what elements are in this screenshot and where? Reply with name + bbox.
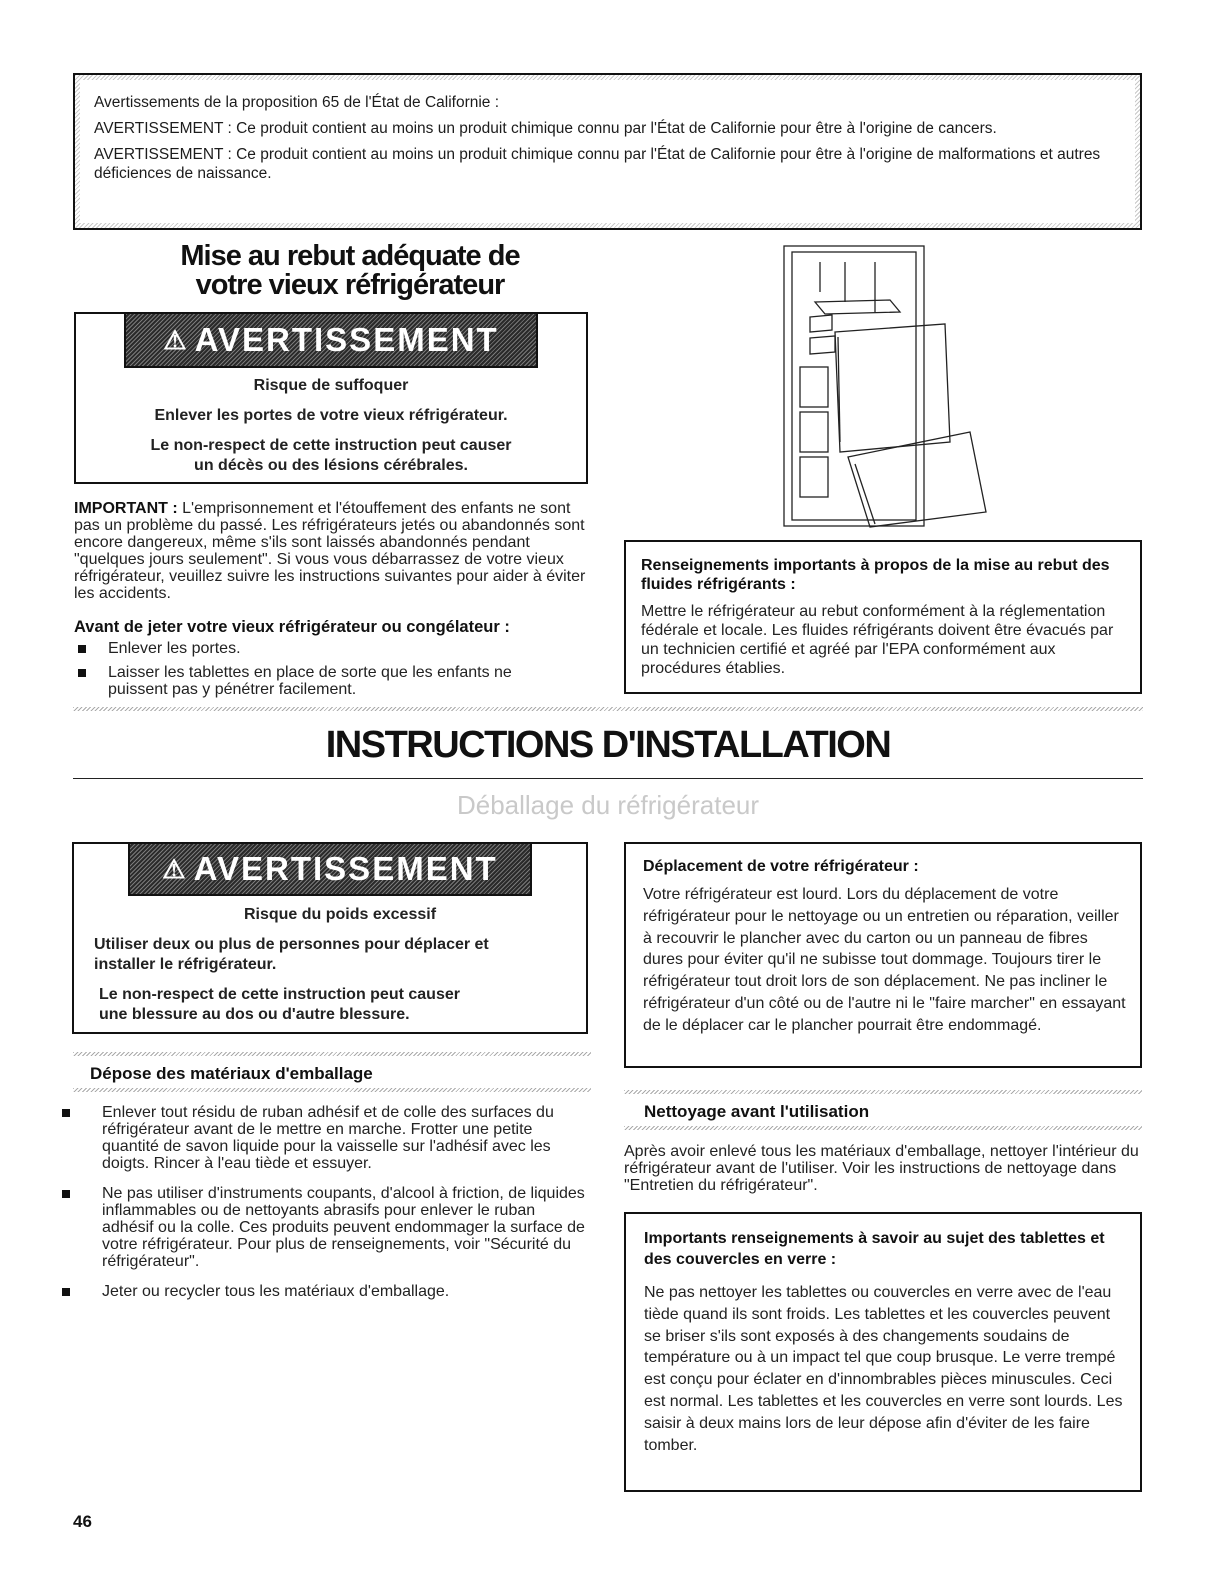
refrigerant-fluids-box: [624, 540, 1142, 694]
glass-text: Ne pas nettoyer les tablettes ou couvercles en verre avec de l'eau tiède quand ils sont froids. Les tablettes et les couvercles peuvent se briser s'ils sont exposés à des changements soudains de température ou à un impact tel que coup brusque. Le verre trempé est conçu pour éclater en d'innombrables pièces minuscules. Ceci est normal. Les tablettes et les couvercles en verre sont lourds. Les saisir à deux mains lors de leur dépose afin d'éviter de les faire tomber.: [644, 1284, 1123, 1454]
glass-shelves-box: [624, 1212, 1142, 1492]
warning-triangle-icon: ⚠: [162, 853, 188, 884]
divider: [624, 1126, 1142, 1130]
fluids-heading: Renseignements importants à propos de la mise au rebut des fluides réfrigérants :: [641, 557, 1110, 593]
moving-box: [624, 842, 1142, 1068]
important-text: L'emprisonnement et l'étouffement des enfants ne sont pas un problème du passé. Les réfrigérateurs jetés ou abandonnés sont encore dangereux, même s'ils sont laissés abandonnés pendant "quelques jours seulement". Si vous vous débarrassez de votre vieux réfrigérateur, veuillez suivre les instructions suivantes pour aider à éviter les accidents.: [74, 500, 586, 602]
fluids-text: Mettre le réfrigérateur au rebut conformément à la réglementation fédérale et locale. Les fluides réfrigérants doivent être évacués par un technicien certifié et agréé par l'EPA conformément aux procédures établies.: [641, 603, 1114, 677]
warning-instruction-2: installer le réfrigérateur.: [94, 956, 277, 973]
unpacking-subtitle: Déballage du réfrigérateur: [456, 790, 760, 820]
cleaning-text: Après avoir enlevé tous les matériaux d'emballage, nettoyer l'intérieur du réfrigérateur avant de l'utiliser. Voir les instructions de nettoyage dans "Entretien du réfrigérateur".: [624, 1143, 1139, 1194]
page-number: 46: [73, 1512, 92, 1531]
disposal-bullets: [74, 640, 574, 705]
prop65-warning-cancer: AVERTISSEMENT : Ce produit contient au moins un produit chimique connu par l'État de Californie pour être à l'origine de cancers.: [94, 120, 997, 137]
list-item: Ne pas utiliser d'instruments coupants, d'alcool à friction, de liquides inflammables ou de nettoyants abrasifs pour enlever le ruban adhésif ou la colle. Ces produits peuvent endommager la surface de votre réfrigérateur. Pour plus de renseignements, voir "Sécurité du réfrigérateur".: [58, 1185, 585, 1270]
prop65-warning-box: [73, 73, 1142, 230]
warning-hazard: Risque de suffoquer: [253, 377, 409, 394]
warning-consequence-2: une blessure au dos ou d'autre blessure.: [99, 1006, 410, 1023]
prop65-title: Avertissements de la proposition 65 de l'État de Californie :: [94, 94, 500, 111]
divider: [624, 1090, 1142, 1094]
list-item: Enlever tout résidu de ruban adhésif et de colle des surfaces du réfrigérateur avant de le mettre en marche. Frotter une petite quantité de savon liquide pour la vaisselle sur l'adhésif avec les doigts. Rincer à l'eau tiède et essuyer.: [58, 1104, 585, 1172]
disposal-title: [110, 242, 590, 300]
list-item: Enlever les portes.: [74, 640, 574, 657]
installation-title: INSTRUCTIONS D'INSTALLATION: [325, 724, 891, 766]
warning-instruction-1: Utiliser deux ou plus de personnes pour déplacer et: [94, 936, 489, 953]
warning-consequence-2: un décès ou des lésions cérébrales.: [194, 457, 468, 474]
before-disposal-heading: Avant de jeter votre vieux réfrigérateur ou congélateur :: [74, 618, 510, 636]
divider: [73, 1052, 591, 1056]
disposal-title-line1: Mise au rebut adéquate de: [180, 240, 520, 272]
important-label: IMPORTANT :: [74, 500, 178, 517]
warning-header-label: AVERTISSEMENT: [194, 321, 499, 358]
moving-text: Votre réfrigérateur est lourd. Lors du déplacement de votre réfrigérateur pour le nettoyage ou un entretien ou réparation, veiller à recouvrir le plancher avec du carton ou un panneau de fibres dures pour éviter qu'il ne subisse tout dommage. Toujours tirer le réfrigérateur tout droit lors de son déplacement. Ne pas incliner le réfrigérateur d'un côté ou de l'autre ni le "faire marcher" en essayant de le déplacer car le plancher pourrait être endommagé.: [643, 886, 1126, 1034]
warning-header-label: AVERTISSEMENT: [193, 850, 498, 887]
glass-heading: Importants renseignements à savoir au sujet des tablettes et des couvercles en verre :: [644, 1230, 1105, 1268]
warning-consequence-1: Le non-respect de cette instruction peut causer: [150, 437, 512, 454]
title-rule: [73, 778, 1143, 779]
refrigerator-illustration: [780, 242, 990, 532]
list-item: Laisser les tablettes en place de sorte que les enfants ne puissent pas y pénétrer facilement.: [74, 664, 574, 698]
warning-hazard: Risque du poids excessif: [243, 906, 437, 923]
list-item: Jeter ou recycler tous les matériaux d'emballage.: [58, 1283, 585, 1300]
packing-bullets: [58, 1104, 585, 1307]
cleaning-heading: Nettoyage avant l'utilisation: [644, 1102, 870, 1121]
warning-header: [128, 844, 532, 896]
disposal-title-line2: votre vieux réfrigérateur: [195, 269, 505, 301]
suffocation-warning-box: [74, 312, 588, 484]
section-divider: [73, 707, 1143, 711]
moving-heading: Déplacement de votre réfrigérateur :: [643, 858, 919, 875]
warning-consequence-1: Le non-respect de cette instruction peut causer: [99, 986, 460, 1003]
warning-header: [124, 314, 538, 368]
important-paragraph: [74, 500, 590, 602]
packing-heading: Dépose des matériaux d'emballage: [90, 1064, 373, 1083]
weight-warning-box: [72, 842, 588, 1034]
prop65-warning-birth: AVERTISSEMENT : Ce produit contient au moins un produit chimique connu par l'État de Californie pour être à l'origine de malformations et autres déficiences de naissance.: [94, 146, 1101, 182]
warning-instruction: Enlever les portes de votre vieux réfrigérateur.: [154, 407, 508, 424]
warning-triangle-icon: ⚠: [163, 324, 189, 355]
divider: [73, 1088, 591, 1092]
